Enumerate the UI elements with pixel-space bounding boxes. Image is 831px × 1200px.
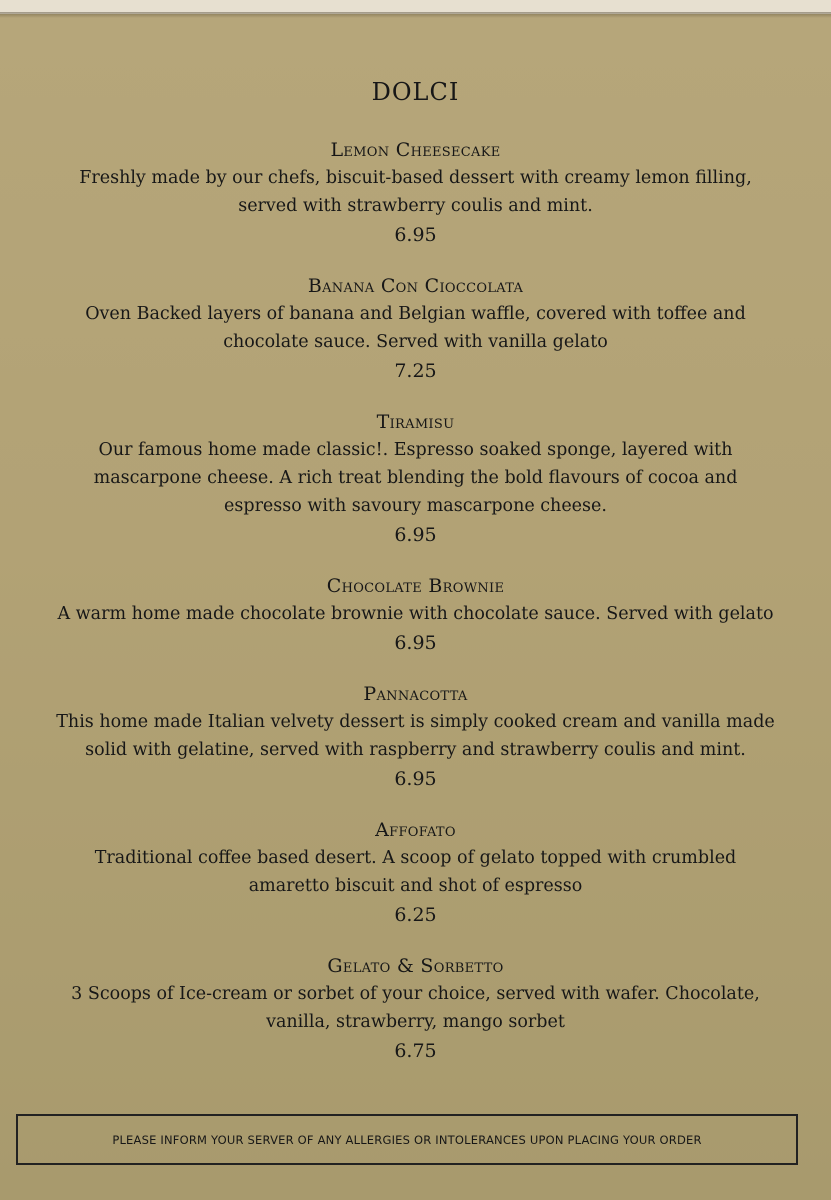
allergy-notice-text: PLEASE INFORM YOUR SERVER OF ANY ALLERGIES OR INTOLERANCES UPON PLACING YOUR ORDER <box>112 1132 702 1147</box>
menu-item-lemon-cheesecake <box>28 136 803 250</box>
item-description: Freshly made by our chefs, biscuit-based dessert with creamy lemon filling, served with strawberry coulis and mint. <box>79 168 752 216</box>
item-description: A warm home made chocolate brownie with chocolate sauce. Served with gelato <box>57 604 774 624</box>
item-description: This home made Italian velvety dessert is simply cooked cream and vanilla made solid with gelatine, served with raspberry and strawberry coulis and mint. <box>56 712 775 760</box>
item-price: 6.95 <box>394 224 437 246</box>
item-price: 6.95 <box>394 768 437 790</box>
item-description: 3 Scoops of Ice-cream or sorbet of your choice, served with wafer. Chocolate, vanilla, strawberry, mango sorbet <box>71 984 760 1032</box>
menu-item-gelato-sorbetto <box>28 952 803 1066</box>
item-name: Pannacotta <box>363 683 468 705</box>
item-name: Lemon Cheesecake <box>330 139 501 161</box>
item-price: 6.95 <box>394 632 437 654</box>
item-price: 6.25 <box>394 904 437 926</box>
item-description: Oven Backed layers of banana and Belgian waffle, covered with toffee and chocolate sauce. Served with vanilla gelato <box>85 304 746 352</box>
item-description: Our famous home made classic!. Espresso soaked sponge, layered with mascarpone cheese. A rich treat blending the bold flavours of cocoa and espresso with savoury mascarpone cheese. <box>93 440 738 516</box>
item-name: Gelato & Sorbetto <box>327 955 504 977</box>
item-price: 6.75 <box>394 1040 437 1062</box>
menu-title: DOLCI <box>371 78 460 106</box>
menu-item-pannacotta <box>28 680 803 794</box>
item-name: Affofato <box>375 819 456 841</box>
menu-item-tiramisu <box>28 408 803 550</box>
item-price: 7.25 <box>394 360 437 382</box>
item-name: Tiramisu <box>376 411 455 433</box>
item-price: 6.95 <box>394 524 437 546</box>
menu-item-chocolate-brownie <box>28 572 803 658</box>
allergy-notice <box>16 1114 798 1165</box>
menu-item-affofato <box>28 816 803 930</box>
item-name: Chocolate Brownie <box>326 575 505 597</box>
item-description: Traditional coffee based desert. A scoop of gelato topped with crumbled amaretto biscuit and shot of espresso <box>94 848 737 896</box>
paper-edge-shadow <box>0 12 831 18</box>
menu-item-banana-con-cioccolata <box>28 272 803 386</box>
item-name: Banana Con Cioccolata <box>307 275 524 297</box>
dessert-list <box>28 136 803 1088</box>
